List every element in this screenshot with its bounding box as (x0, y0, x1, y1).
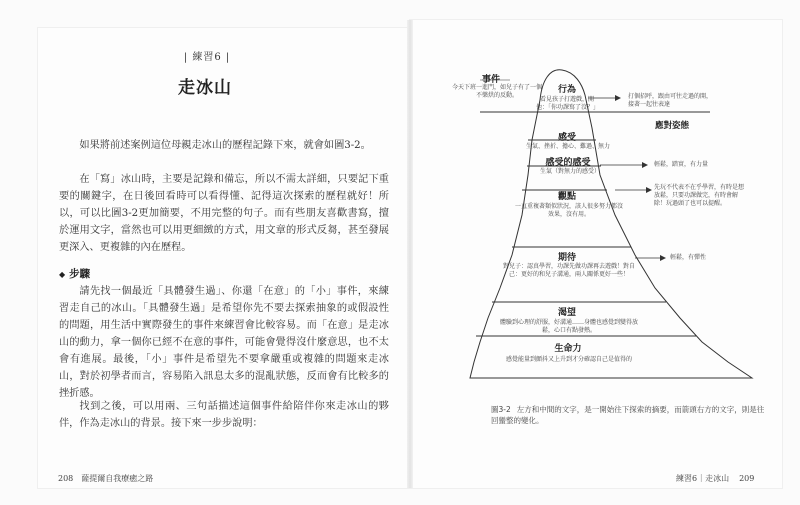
chapter-title: 走冰山 (178, 78, 232, 98)
right-running-title: 練習6｜走冰山 (676, 474, 730, 483)
figure-caption (491, 404, 767, 426)
label-coping-stance: 應對姿態 (654, 121, 689, 131)
label-behavior: 行為 (557, 85, 576, 95)
label-perception: 觀點 (557, 192, 576, 202)
label-expectation: 期待 (557, 253, 576, 263)
note-perception: 先玩不代表不在乎學習，有時是想放鬆，只要功課做完，有時會解除！玩過頭了也可以提醒。 (654, 184, 745, 207)
left-folio (58, 473, 153, 484)
diamond-bullet-icon: ◆ (59, 269, 66, 279)
left-running-title: 薩提爾自我療癒之路 (81, 474, 154, 483)
life-force-text: 感覺能量到顫抖又上升到才分確認自己是值得的 (506, 356, 633, 363)
figure-caption-text: 左方和中間的文字，是一開始往下探索的摘要，而箭頭右方的文字，則是往回蠻整的變化。 (491, 405, 765, 425)
feelings-of-feelings-text: 生氣（對無力的感受） (539, 168, 600, 175)
right-page-number: 209 (739, 474, 755, 483)
steps-heading-text: 步驟 (69, 268, 91, 280)
steps-heading (59, 266, 90, 281)
label-life-force: 生命力 (554, 344, 582, 354)
arrow-behavior-head (615, 95, 621, 101)
label-event: 事件 (481, 75, 500, 85)
arrow-expectation-head (660, 255, 666, 261)
label-feelings-of-feelings: 感受的感受 (545, 158, 591, 168)
note-feelings: 輕鬆，踏實，有力量 (654, 161, 709, 168)
behavior-text: 看見孩子打遊戲，開他：「你功課寫了沒？」 (536, 96, 600, 111)
paragraph-intro: 如果將前述案例這位母親走冰山的歷程記錄下來，就會如圖3-2。 (79, 140, 371, 151)
note-expectation: 輕鬆，有彈性 (670, 254, 707, 261)
figure-number: 圖3-2 (491, 405, 511, 414)
arrow-feelings-head (642, 162, 648, 168)
expectation-text: 對兒子：認真學習，功課先做功課再去遊戲！對自己：更好的和兒子溝通，兩人關係更好一些！ (502, 263, 635, 278)
arrow-perception-head (646, 187, 652, 193)
label-feelings: 感受 (557, 133, 576, 143)
event-text: 今天下班一進門，如兒子有了一個不樂烘的反動。 (452, 84, 543, 99)
feelings-text: 生氣、挫折、擔心、難過、無力 (525, 143, 610, 150)
paragraph-next: 找到之後，可以用兩、三句話描述這個事件給陪伴你來走冰山的夥伴，作為走冰山的背景。接下來一步步說明： (59, 401, 389, 429)
paragraph-steps: 請先找一個最近「具體發生過」、你還「在意」的「小」事件，來練習走自己的冰山。「具體發生過」是希望你先不要去探索抽象的或假設性的問題，用生活中實際發生的事件來練習會比較容易。而「在意」是走冰山的動力，拿一個你已經不在意的事件，可能會覺得沒什麼意思，也不太會有進展。最後，「小」事件是希望先不要拿嚴重或複雜的問題來走冰山，對於初學者而言，容易陷入訊息太多的混亂狀態，反而會有比較多的挫折感。 (59, 286, 389, 399)
exercise-label: | 練習6 | (183, 52, 231, 63)
left-page-number: 208 (58, 474, 74, 483)
perception-text: 一直重複著類似狀況，該人很多努力都沒效果，沒有用。 (514, 203, 623, 218)
note-behavior: 打個招呼，跟由可往走過的開，接著一起往表達 (628, 93, 713, 108)
yearning-text: 體驗到心理的舒服，好溝通……身體也感覺到變得放鬆，心口有點發熱。 (499, 319, 638, 334)
right-folio (676, 473, 754, 484)
label-yearning: 渴望 (557, 308, 576, 318)
paragraph-writing: 在「寫」冰山時，主要是記錄和備忘，所以不需太詳細，只要記下重要的關鍵字，在日後回看時可以看得懂、記得這次探索的歷程就好！所以，可以比圖3-2更加簡要，不用完整的句子。而有些朋友喜歡書寫，擅於運用文字，當然也可以用更細緻的方式，用文章的形式反芻，甚至發展更深入、更複雜的內在歷程。 (59, 174, 389, 253)
